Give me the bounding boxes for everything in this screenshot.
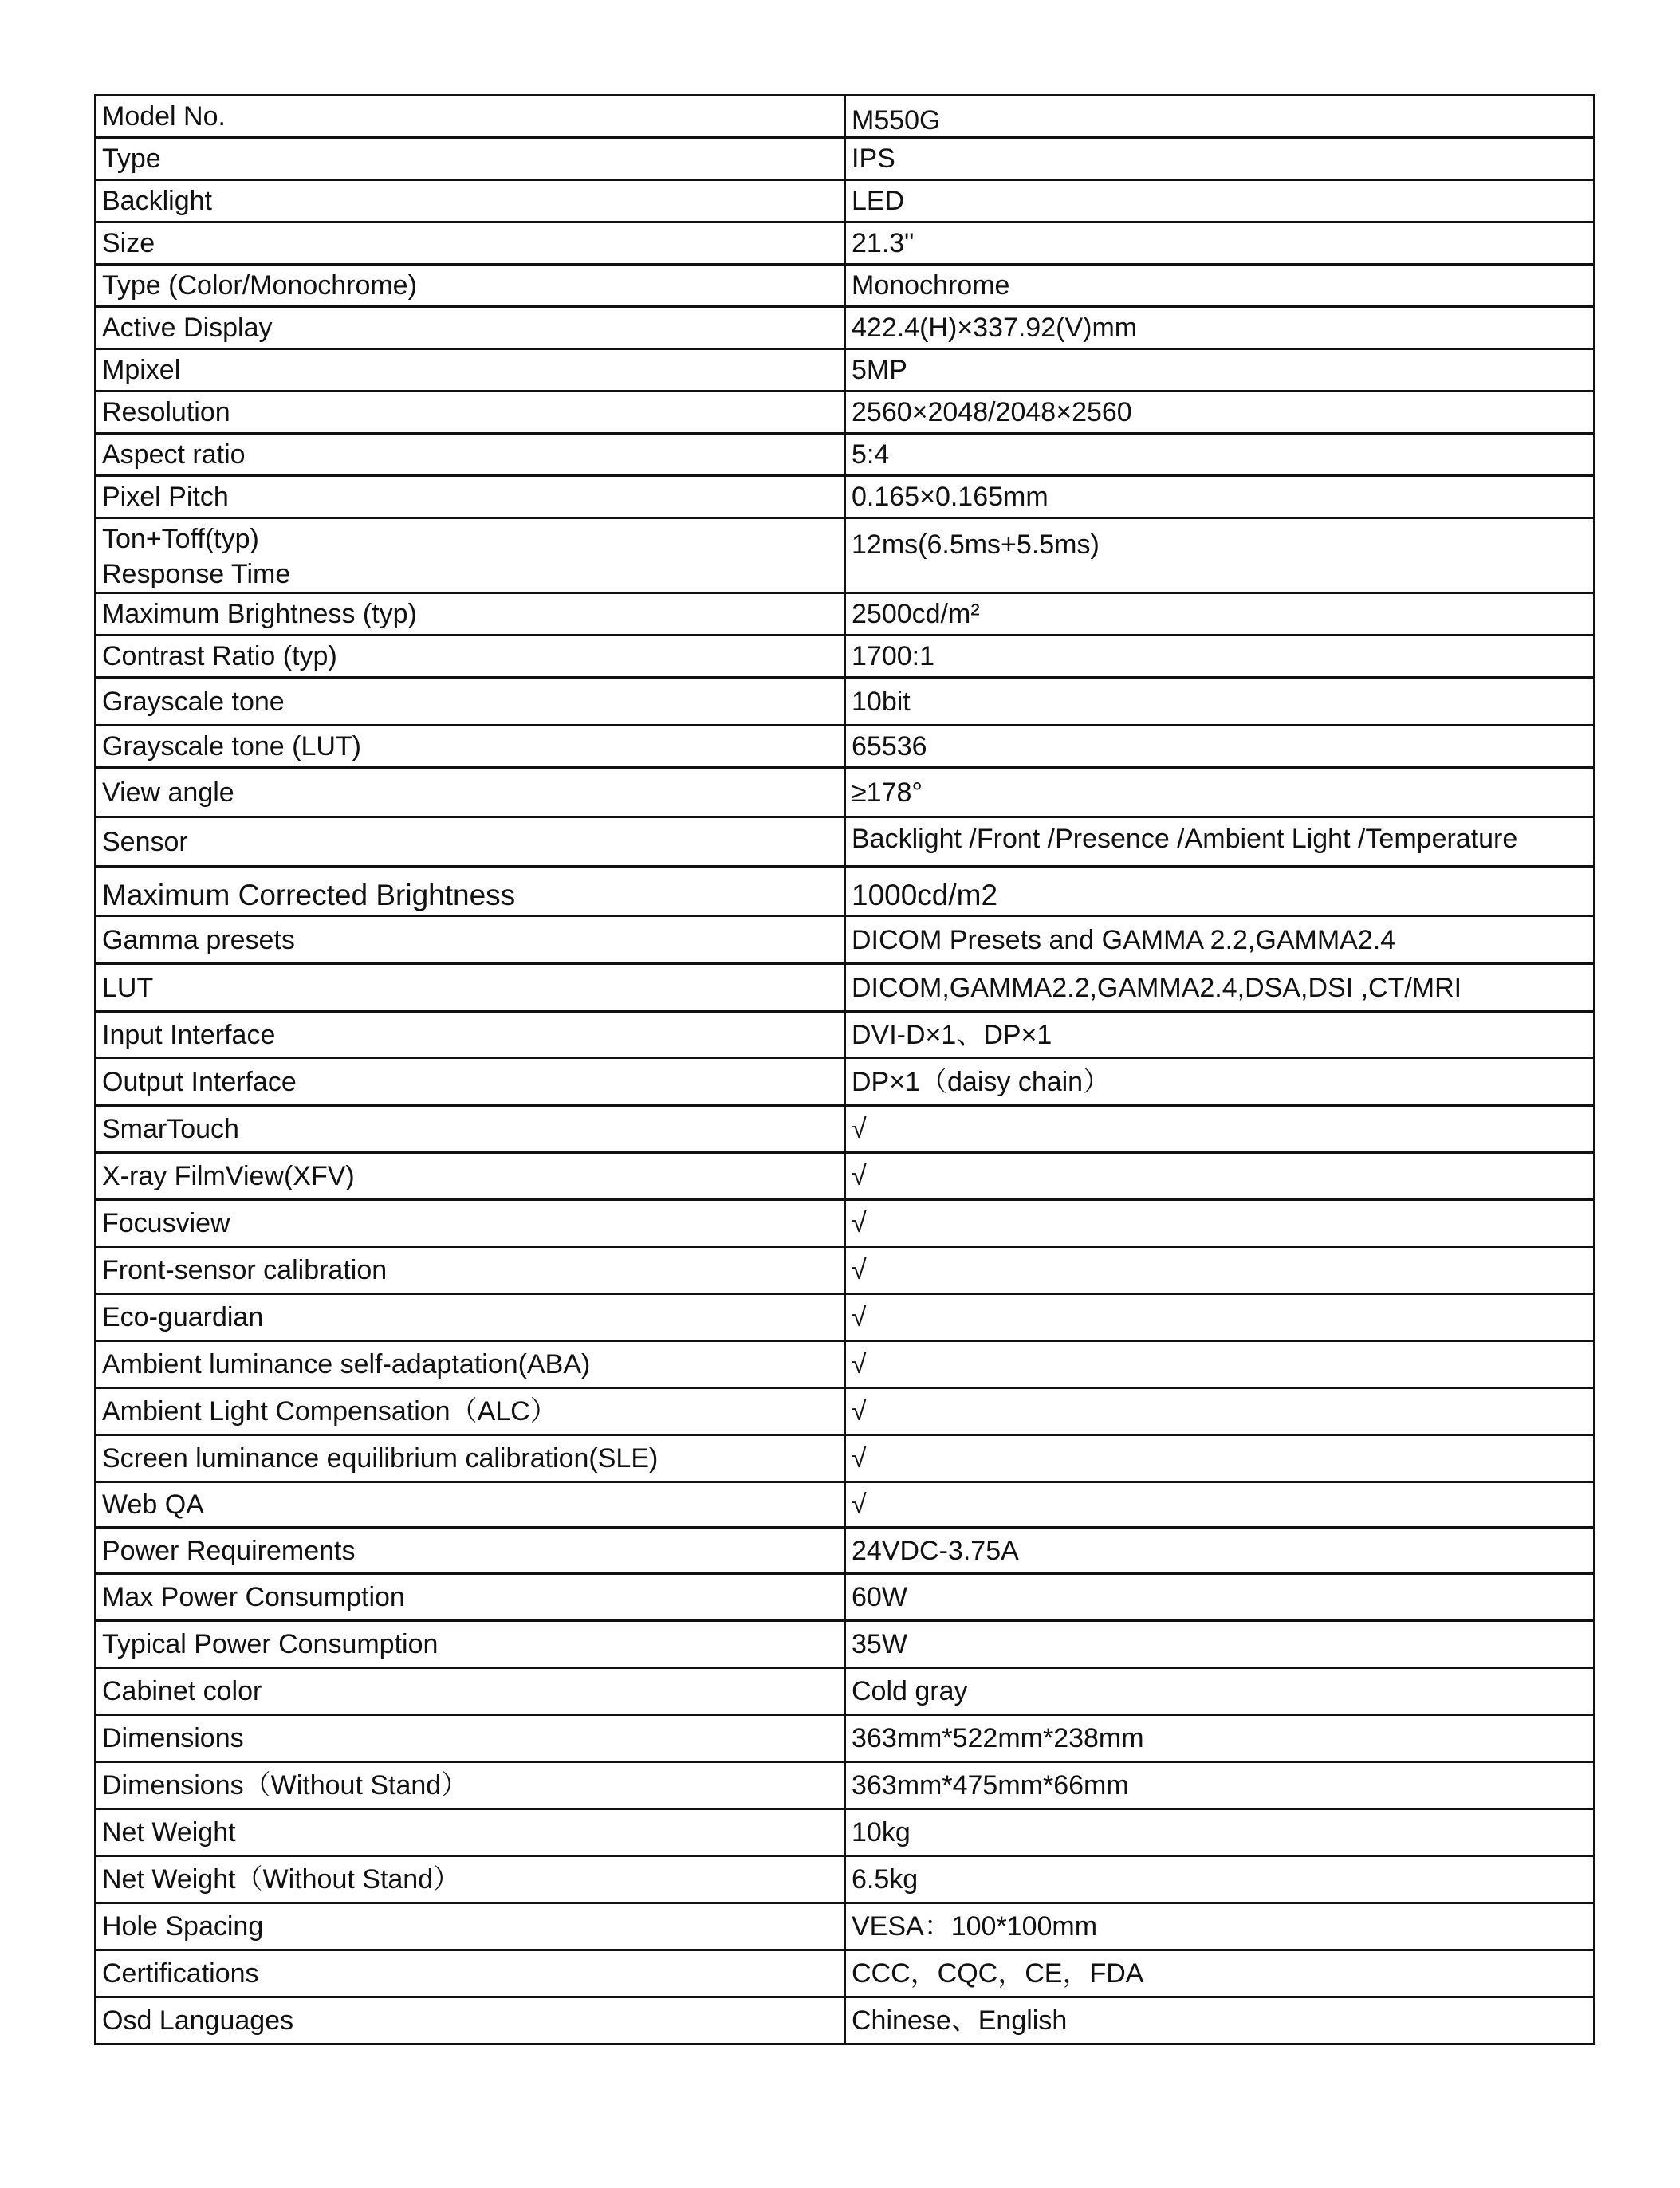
spec-value: 35W xyxy=(845,1621,1595,1668)
spec-label: Eco-guardian xyxy=(96,1294,845,1341)
spec-label: Grayscale tone (LUT) xyxy=(96,726,845,768)
table-row xyxy=(96,964,1595,1012)
spec-value: √ xyxy=(845,1482,1595,1528)
table-row xyxy=(96,349,1595,392)
spec-label: X-ray FilmView(XFV) xyxy=(96,1153,845,1200)
spec-label: Grayscale tone xyxy=(96,678,845,726)
spec-value: 10kg xyxy=(845,1809,1595,1856)
table-row xyxy=(96,1762,1595,1809)
spec-value: Cold gray xyxy=(845,1668,1595,1715)
spec-value: Backlight /Front /Presence /Ambient Light /Temperature xyxy=(845,817,1595,867)
spec-label: Pixel Pitch xyxy=(96,476,845,518)
spec-value: Monochrome xyxy=(845,265,1595,307)
table-row xyxy=(96,180,1595,222)
spec-value: DVI-D×1、DP×1 xyxy=(845,1012,1595,1058)
table-row xyxy=(96,678,1595,726)
table-row xyxy=(96,1012,1595,1058)
spec-value: DP×1（daisy chain） xyxy=(845,1058,1595,1106)
table-row xyxy=(96,1574,1595,1621)
table-row xyxy=(96,1294,1595,1341)
table-row xyxy=(96,1950,1595,1997)
spec-label: Type (Color/Monochrome) xyxy=(96,265,845,307)
spec-label: Dimensions（Without Stand） xyxy=(96,1762,845,1809)
spec-value: VESA：100*100mm xyxy=(845,1903,1595,1950)
spec-table xyxy=(94,94,1595,2045)
table-row xyxy=(96,726,1595,768)
table-row xyxy=(96,476,1595,518)
spec-label: Resolution xyxy=(96,392,845,434)
table-row xyxy=(96,1715,1595,1762)
table-row xyxy=(96,1106,1595,1153)
spec-value: 60W xyxy=(845,1574,1595,1621)
spec-label: Dimensions xyxy=(96,1715,845,1762)
spec-label: Aspect ratio xyxy=(96,434,845,476)
spec-label: Size xyxy=(96,222,845,265)
spec-label: Certifications xyxy=(96,1950,845,1997)
spec-label: Ambient Light Compensation（ALC） xyxy=(96,1388,845,1435)
spec-value: √ xyxy=(845,1200,1595,1247)
table-row xyxy=(96,1528,1595,1574)
table-row xyxy=(96,518,1595,593)
spec-label: Input Interface xyxy=(96,1012,845,1058)
spec-label: Osd Languages xyxy=(96,1997,845,2044)
spec-label: Backlight xyxy=(96,180,845,222)
table-row xyxy=(96,96,1595,138)
spec-label: Power Requirements xyxy=(96,1528,845,1574)
spec-value: 6.5kg xyxy=(845,1856,1595,1903)
table-row xyxy=(96,1341,1595,1388)
spec-label xyxy=(96,518,845,593)
table-row xyxy=(96,867,1595,916)
spec-value: 363mm*475mm*66mm xyxy=(845,1762,1595,1809)
spec-value: √ xyxy=(845,1435,1595,1482)
spec-label: Front-sensor calibration xyxy=(96,1247,845,1294)
spec-value: 1000cd/m2 xyxy=(845,867,1595,916)
table-row xyxy=(96,265,1595,307)
table-row xyxy=(96,1997,1595,2044)
spec-label: Maximum Brightness (typ) xyxy=(96,593,845,636)
spec-value: LED xyxy=(845,180,1595,222)
spec-label: Net Weight xyxy=(96,1809,845,1856)
table-row xyxy=(96,916,1595,964)
spec-value: M550G xyxy=(845,96,1595,138)
spec-value: √ xyxy=(845,1106,1595,1153)
spec-value: 12ms(6.5ms+5.5ms) xyxy=(845,518,1595,593)
table-row xyxy=(96,1200,1595,1247)
table-row xyxy=(96,138,1595,180)
spec-label: Mpixel xyxy=(96,349,845,392)
table-row xyxy=(96,222,1595,265)
spec-label: Output Interface xyxy=(96,1058,845,1106)
spec-value: √ xyxy=(845,1294,1595,1341)
spec-value: 1700:1 xyxy=(845,636,1595,678)
spec-value: √ xyxy=(845,1247,1595,1294)
spec-label: Screen luminance equilibrium calibration(SLE) xyxy=(96,1435,845,1482)
spec-value: 2500cd/m² xyxy=(845,593,1595,636)
spec-label: Max Power Consumption xyxy=(96,1574,845,1621)
spec-value: 5MP xyxy=(845,349,1595,392)
spec-label: Ambient luminance self-adaptation(ABA) xyxy=(96,1341,845,1388)
spec-value: IPS xyxy=(845,138,1595,180)
spec-label: Model No. xyxy=(96,96,845,138)
table-row xyxy=(96,1388,1595,1435)
spec-label: Typical Power Consumption xyxy=(96,1621,845,1668)
spec-label: Type xyxy=(96,138,845,180)
spec-value: 65536 xyxy=(845,726,1595,768)
spec-value: 10bit xyxy=(845,678,1595,726)
spec-value: 0.165×0.165mm xyxy=(845,476,1595,518)
spec-value: 422.4(H)×337.92(V)mm xyxy=(845,307,1595,349)
spec-value: Chinese、English xyxy=(845,1997,1595,2044)
spec-value: ≥178° xyxy=(845,768,1595,817)
table-row xyxy=(96,1058,1595,1106)
table-row xyxy=(96,1621,1595,1668)
spec-label-line: Response Time xyxy=(102,559,291,589)
table-row xyxy=(96,1856,1595,1903)
table-row xyxy=(96,1903,1595,1950)
spec-value: 363mm*522mm*238mm xyxy=(845,1715,1595,1762)
spec-value: 24VDC-3.75A xyxy=(845,1528,1595,1574)
spec-label: View angle xyxy=(96,768,845,817)
spec-value: √ xyxy=(845,1153,1595,1200)
spec-value: DICOM Presets and GAMMA 2.2,GAMMA2.4 xyxy=(845,916,1595,964)
spec-value: 2560×2048/2048×2560 xyxy=(845,392,1595,434)
table-row xyxy=(96,1247,1595,1294)
table-row xyxy=(96,636,1595,678)
table-row xyxy=(96,1435,1595,1482)
spec-label: Active Display xyxy=(96,307,845,349)
table-row xyxy=(96,1809,1595,1856)
spec-value: DICOM,GAMMA2.2,GAMMA2.4,DSA,DSI ,CT/MRI xyxy=(845,964,1595,1012)
spec-label: LUT xyxy=(96,964,845,1012)
table-row xyxy=(96,817,1595,867)
spec-label: Cabinet color xyxy=(96,1668,845,1715)
spec-label: Gamma presets xyxy=(96,916,845,964)
spec-value: √ xyxy=(845,1341,1595,1388)
table-row xyxy=(96,1153,1595,1200)
spec-value: √ xyxy=(845,1388,1595,1435)
spec-value: 21.3" xyxy=(845,222,1595,265)
table-row xyxy=(96,392,1595,434)
table-row xyxy=(96,768,1595,817)
spec-value: 5:4 xyxy=(845,434,1595,476)
table-row xyxy=(96,434,1595,476)
table-row xyxy=(96,1668,1595,1715)
spec-label: Focusview xyxy=(96,1200,845,1247)
table-row xyxy=(96,1482,1595,1528)
spec-label: Maximum Corrected Brightness xyxy=(96,867,845,916)
spec-label: Sensor xyxy=(96,817,845,867)
spec-value: CCC，CQC，CE，FDA xyxy=(845,1950,1595,1997)
spec-label: SmarTouch xyxy=(96,1106,845,1153)
spec-label: Hole Spacing xyxy=(96,1903,845,1950)
spec-label: Net Weight（Without Stand） xyxy=(96,1856,845,1903)
spec-label: Web QA xyxy=(96,1482,845,1528)
spec-label: Contrast Ratio (typ) xyxy=(96,636,845,678)
spec-label-line: Ton+Toff(typ) xyxy=(102,524,259,554)
table-row xyxy=(96,593,1595,636)
table-row xyxy=(96,307,1595,349)
